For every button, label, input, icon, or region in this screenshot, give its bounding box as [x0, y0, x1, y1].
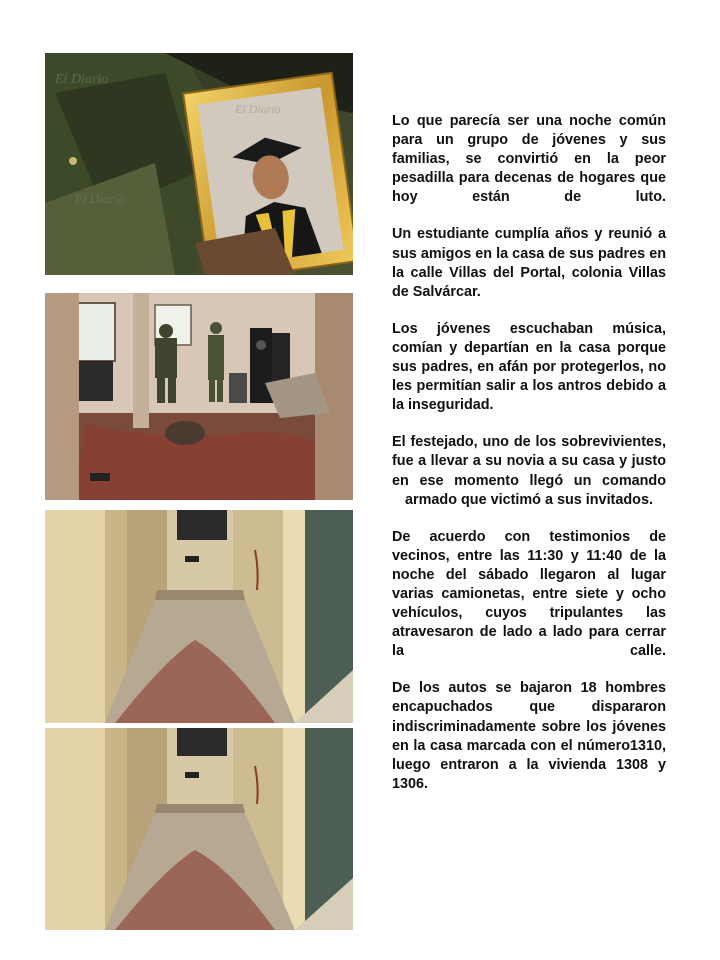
watermark-text: El Diario	[55, 72, 109, 87]
photo-portrait-graduate	[45, 53, 353, 275]
photo-hallway-bloodstains-1	[45, 510, 353, 723]
article-paragraph-6: De los autos se bajaron 18 hombres encapuchados que dispararon indiscriminadamente sobre los jóvenes en la casa marcada con el número1310, luego entraron a la vivienda 1308 y 1306.	[392, 680, 666, 792]
photo-hallway-bloodstains-2	[45, 728, 353, 930]
watermark-text: El Diario	[75, 191, 125, 206]
article-paragraph-4: El festejado, uno de los sobrevivientes, fue a llevar a su novia a su casa y justo en ese momento llegó un comando armado que victimó a sus invitados.	[392, 434, 666, 508]
photo-room-soldiers	[45, 293, 353, 500]
article-paragraph-1: Lo que parecía ser una noche común para un grupo de jóvenes y sus familias, se convirtió en la peor pesadilla para decenas de hogares que hoy están de luto.	[392, 113, 666, 206]
article-paragraph-2: Un estudiante cumplía años y reunió a sus amigos en la casa de sus padres en la calle Villas del Portal, colonia Villas de Salvárcar.	[392, 226, 666, 300]
article-paragraph-5: De acuerdo con testimonios de vecinos, entre las 11:30 y 11:40 de la noche del sábado llegaron al lugar varias camionetas, entre siete y ocho vehículos, cuyos tripulantes las atravesaron de lado a lado para cerrar la calle.	[392, 528, 666, 660]
watermark-text: El Diario	[235, 102, 281, 116]
article-text	[392, 112, 666, 812]
article-paragraph-3: Los jóvenes escuchaban música, comían y departían en la casa porque sus padres, en afán por protegerlos, no les permitían salir a los antros debido a la inseguridad.	[392, 320, 666, 414]
